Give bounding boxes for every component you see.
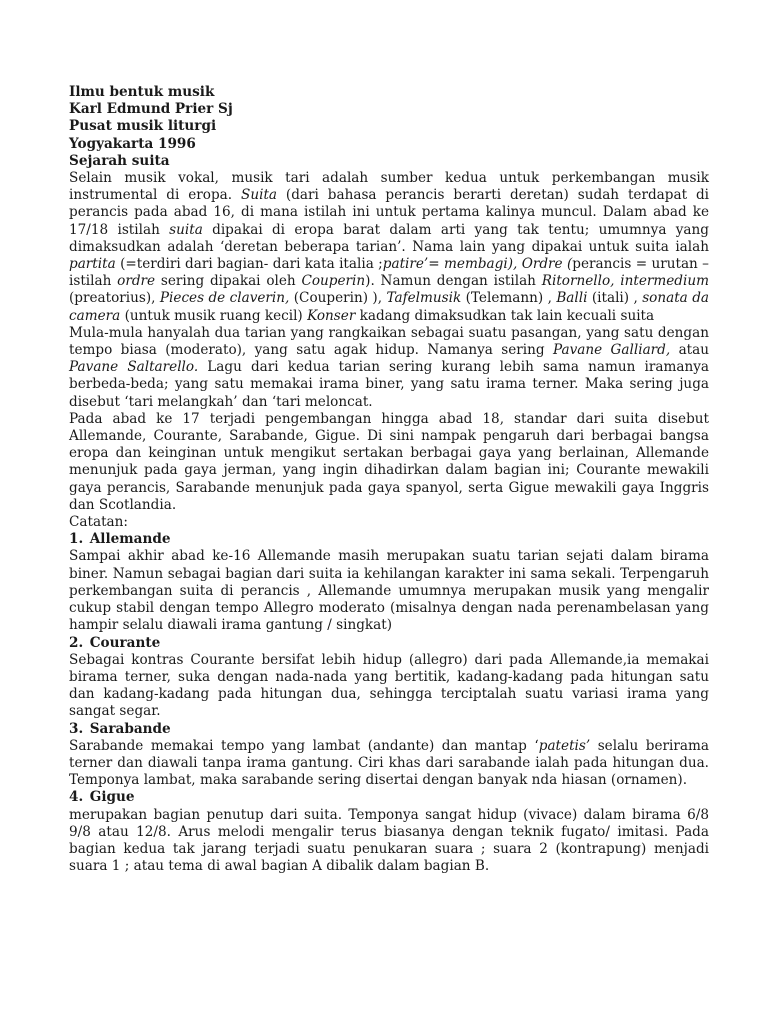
section-heading: Sejarah suita [69,152,170,169]
text: Mula-mula hanyalah dua tarian yang rangkaikan sebagai suatu pasangan, yang satu dengan tempo biasa (moderato), yang satu agak hidup. Namanya sering [69,324,709,359]
term: Couperin [301,273,366,290]
term: Pavane Galliard, [552,342,671,359]
text: (itali) , [587,290,643,307]
section-title: Sarabande [89,720,171,737]
text: (preatorius), [69,290,160,307]
term: patetis’ [538,737,591,754]
term: partita [69,256,116,273]
section-number: 3. [69,720,84,737]
section-number: 4. [69,789,84,806]
term: suita [169,221,203,238]
text: (=terdiri dari bagian- dari kata italia ; [115,256,383,273]
section-title: Allemande [89,531,171,548]
text: (Couperin) ), [289,290,387,307]
section-title: Courante [89,634,161,651]
publisher: Pusat musik liturgi [69,118,217,135]
text: (dari bahasa perancis berarti deretan) sudah terdapat di perancis pada abad 16, di mana istilah ini untuk pertama kalinya muncul. Dalam abad ke 17/18 istilah [69,187,709,238]
document-page [69,84,709,875]
intro-paragraph-1 [69,170,709,325]
term: Pavane Saltarello. [69,359,199,376]
term: Tafelmusik [386,290,462,307]
section-heading-gigue [69,789,709,806]
text: (untuk musik ruang kecil) [120,307,308,324]
section-heading-allemande [69,531,709,548]
term: Konser [307,307,356,324]
term: Pieces de claverin, [159,290,290,307]
text: perancis = urutan – istilah [69,256,709,290]
text: kadang dimaksudkan tak lain kecuali suita [355,307,655,324]
intro-paragraph-2 [69,325,709,411]
text: Selain musik vokal, musik tari adalah sumber kedua untuk perkembangan musik instrumental di eropa. [69,170,709,204]
text: (Telemann) , [461,290,557,307]
text: atau [670,342,709,359]
notes-label: Catatan: [69,514,128,531]
term: Balli [556,290,588,307]
section-number: 2. [69,634,84,651]
term: sonata da camera [69,290,709,324]
term: ordre [117,273,156,290]
text: sering dipakai oleh [155,273,302,290]
term: Suita [241,187,278,204]
text: Lagu dari kedua tarian sering kurang lebih sama namun iramanya berbeda-beda; yang satu memakai irama biner, yang satu irama terner. Maka sering juga disebut ‘tari melangkah’ dan ‘tari meloncat. [69,359,709,410]
text: Sarabande memakai tempo yang lambat (andante) dan mantap ‘ [69,737,539,754]
book-title: Ilmu bentuk musik [69,84,215,100]
author: Karl Edmund Prier Sj [69,101,233,118]
text: ). Namun dengan istilah [365,273,542,290]
term: Ritornello, intermedium [541,273,709,290]
term: patire’= membagi), Ordre ( [382,256,573,273]
section-body-allemande: Sampai akhir abad ke-16 Allemande masih merupakan suatu tarian sejati dalam birama biner. Namun sebagai bagian dari suita ia kehilangan karakter ini sama sekali. Terpengaruh perkembangan suita di perancis , Allemande umumnya merupakan musik yang mengalir cukup stabil dengan tempo Allegro moderato (misalnya dengan nada perenambelasan yang hampir selalu diawali irama gantung / singkat) [69,548,709,634]
publication-place-year: Yogyakarta 1996 [69,135,196,152]
section-title: Gigue [89,789,135,806]
text: selalu berirama terner dan diawali tanpa irama gantung. Ciri khas dari sarabande ialah pada hitungan dua. Temponya lambat, maka sarabande sering disertai dengan banyak nda hiasan (ornamen). [69,737,709,789]
section-number: 1. [69,531,84,548]
section-heading-courante [69,635,709,652]
section-body-courante: Sebagai kontras Courante bersifat lebih hidup (allegro) dari pada Allemande,ia memakai birama terner, suka dengan nada-nada yang bertitik, kadang-kadang pada hitungan satu dan kadang-kadang pada hitungan dua, sehingga terciptalah suatu variasi irama yang sangat segar. [69,651,709,720]
section-body-gigue: merupakan bagian penutup dari suita. Temponya sangat hidup (vivace) dalam birama 6/8 9/8 atau 12/8. Arus melodi mengalir terus biasanya dengan teknik fugato/ imitasi. Pada bagian kedua tak jarang terjadi suatu penukaran suara ; suara 2 (kontrapung) menjadi suara 1 ; atau tema di awal bagian A dibalik dalam bagian B. [69,806,709,875]
section-heading-sarabande [69,721,709,738]
section-body-sarabande [69,738,709,790]
intro-paragraph-3: Pada abad ke 17 terjadi pengembangan hingga abad 18, standar dari suita disebut Allemande, Courante, Sarabande, Gigue. Di sini nampak pengaruh dari berbagai bangsa eropa dan keinginan untuk mengikut sertakan berbagai gaya yang berlainan, Allemande menunjuk pada gaya jerman, yang ingin dihadirkan dalam bagian ini; Courante mewakili gaya perancis, Sarabande menunjuk pada gaya spanyol, serta Gigue mewakili gaya Inggris dan Scotlandia. [69,410,709,513]
text: dipakai di eropa barat dalam arti yang tak tentu; umumnya yang dimaksudkan adalah ‘deretan beberapa tarian’. Nama lain yang dipakai untuk suita ialah [69,221,709,255]
